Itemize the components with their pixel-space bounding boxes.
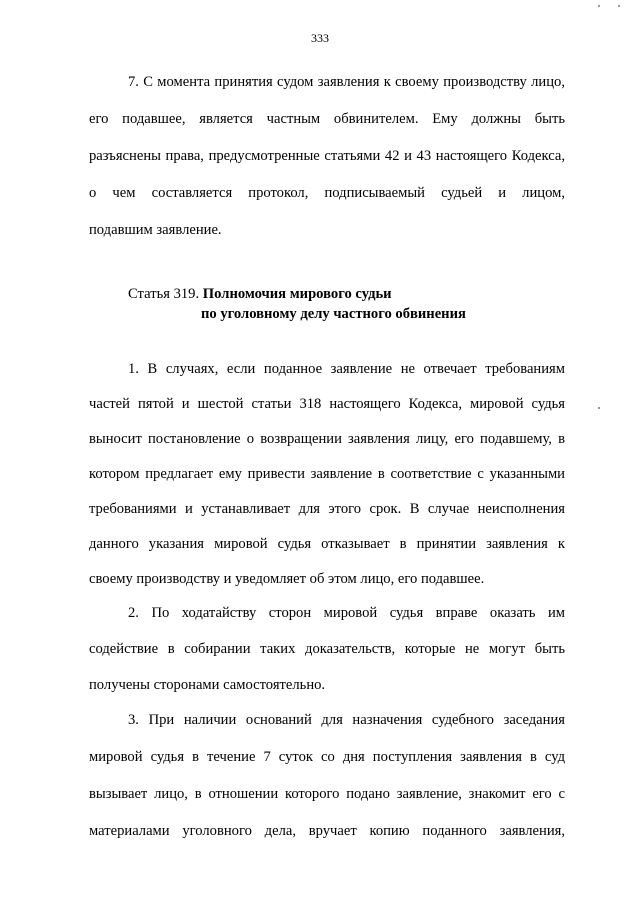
paragraph-line: 1. В случаях, если поданное заявление не отвечает требованиям [128, 361, 565, 377]
paragraph-line: требованиями и устанавливает для этого срок. В случае неисполнения [89, 501, 565, 517]
article-title-line-1: Полномочия мирового судьи [202, 286, 392, 302]
paragraph-line: вызывает лицо, в отношении которого подано заявление, знакомит его с [89, 786, 565, 802]
paragraph-line: мировой судья в течение 7 суток со дня поступления заявления в суд [89, 749, 565, 765]
paragraph-line: 3. При наличии оснований для назначения судебного заседания [128, 712, 565, 728]
paragraph-line: подавшим заявление. [89, 222, 222, 238]
paragraph-line: получены сторонами самостоятельно. [89, 677, 326, 693]
article-number: Статья 319. [128, 286, 200, 302]
paragraph-line: содействие в собирании таких доказательств, которые не могут быть [89, 641, 565, 657]
paragraph-line: котором предлагает ему привести заявление в соответствие с указанными [89, 466, 565, 482]
paragraph-line: данного указания мировой судья отказывает в принятии заявления к [89, 536, 565, 552]
scan-speck [598, 5, 600, 7]
paragraph-line: разъяснены права, предусмотренные статьями 42 и 43 настоящего Кодекса, [89, 148, 565, 164]
paragraph-line: материалами уголовного дела, вручает копию поданного заявления, [89, 823, 565, 839]
page-number: 333 [311, 31, 329, 45]
article-title-line-2: по уголовному делу частного обвинения [201, 306, 466, 322]
scan-speck [618, 5, 620, 7]
scan-speck [598, 407, 600, 409]
paragraph-line: о чем составляется протокол, подписываемый судьей и лицом, [89, 185, 565, 201]
paragraph-line: 7. С момента принятия судом заявления к своему производству лицо, [128, 74, 565, 90]
paragraph-line: выносит постановление о возвращении заявления лицу, его подавшему, в [89, 431, 565, 447]
paragraph-line: своему производству и уведомляет об этом лицо, его подавшее. [89, 571, 485, 587]
paragraph-line: 2. По ходатайству сторон мировой судья вправе оказать им [128, 605, 565, 621]
paragraph-line: частей пятой и шестой статьи 318 настоящего Кодекса, мировой судья [89, 396, 565, 412]
paragraph-line: его подавшее, является частным обвинителем. Ему должны быть [89, 111, 565, 127]
